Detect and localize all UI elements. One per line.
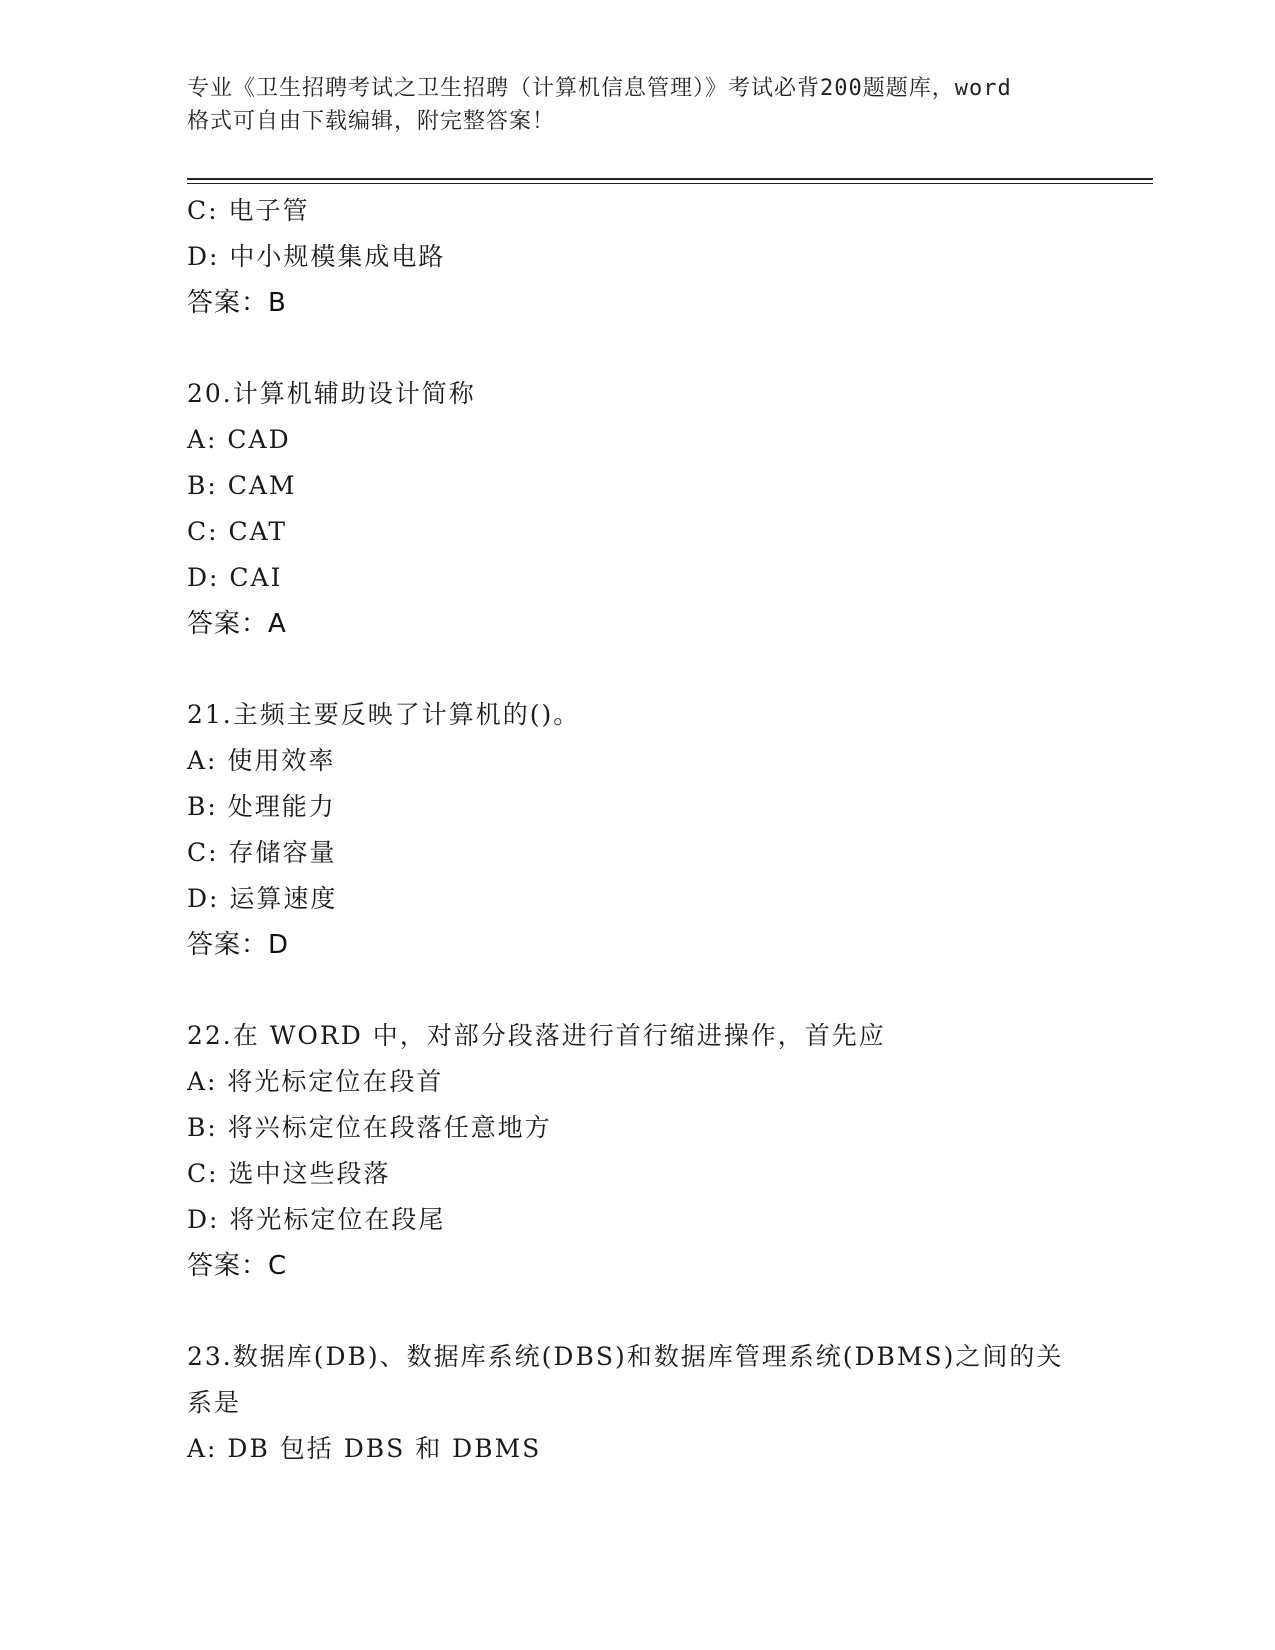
header-line-2: 格式可自由下载编辑，附完整答案！: [187, 109, 556, 134]
question-23: [187, 1334, 1087, 1472]
option-b: B: CAM: [187, 471, 297, 500]
option-b: B: 将兴标定位在段落任意地方: [187, 1113, 552, 1142]
question-22: [187, 1013, 1087, 1289]
option-d: D: 运算速度: [187, 884, 338, 913]
option-c: C: 电子管: [187, 196, 310, 225]
option-b: B: 处理能力: [187, 792, 336, 821]
question-text: 21.主频主要反映了计算机的()。: [187, 700, 581, 729]
option-c: C: 选中这些段落: [187, 1159, 391, 1188]
question-content: [187, 188, 1087, 1472]
header-line-1: 专业《卫生招聘考试之卫生招聘（计算机信息管理）》考试必背200题题库，word: [187, 76, 1012, 101]
answer: 答案：D: [187, 930, 290, 960]
answer: 答案：B: [187, 288, 287, 318]
question-text: 22.在 WORD 中，对部分段落进行首行缩进操作，首先应: [187, 1021, 886, 1050]
answer: 答案：A: [187, 609, 287, 639]
header-divider-thin: [187, 183, 1153, 184]
question-text: 20.计算机辅助设计简称: [187, 379, 476, 408]
option-c: C: 存储容量: [187, 838, 337, 867]
option-a: A: 使用效率: [187, 746, 336, 775]
option-a: A: 将光标定位在段首: [187, 1067, 444, 1096]
option-d: D: 中小规模集成电路: [187, 242, 446, 271]
header-divider-thick: [187, 178, 1153, 180]
option-c: C: CAT: [187, 517, 287, 546]
option-a: A: CAD: [187, 425, 291, 454]
option-d: D: CAI: [187, 563, 283, 592]
option-a: A: DB 包括 DBS 和 DBMS: [187, 1434, 542, 1463]
question-20: [187, 371, 1087, 647]
question-19-tail: [187, 188, 1087, 326]
question-21: [187, 692, 1087, 968]
document-header: [187, 72, 1087, 138]
question-text-line-2: 系是: [187, 1388, 242, 1417]
answer: 答案：C: [187, 1251, 288, 1281]
question-text-line-1: 23.数据库(DB)、数据库系统(DBS)和数据库管理系统(DBMS)之间的关: [187, 1342, 1064, 1371]
option-d: D: 将光标定位在段尾: [187, 1205, 446, 1234]
